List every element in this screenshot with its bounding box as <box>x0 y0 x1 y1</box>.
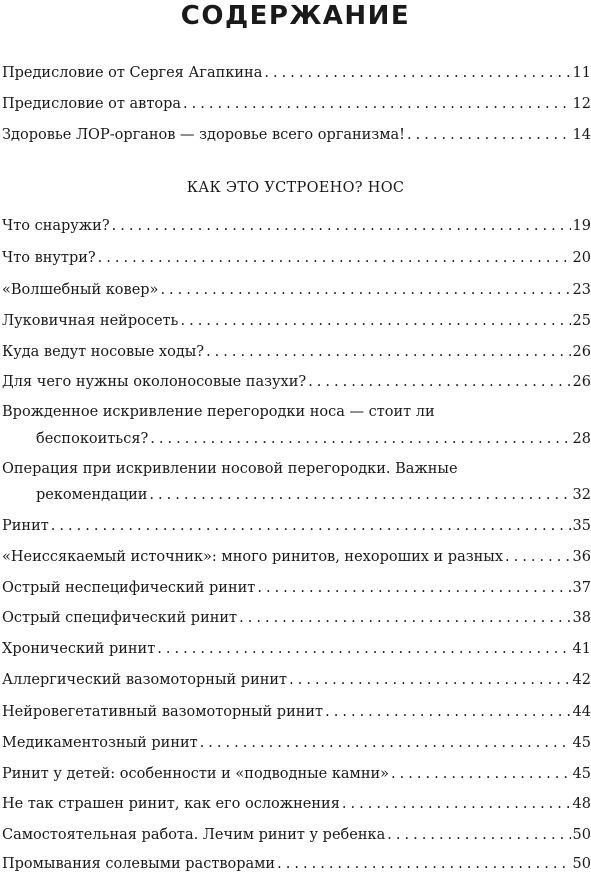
toc-entry-page: 19 <box>572 218 591 234</box>
toc-entry[interactable] <box>2 793 591 815</box>
toc-entry-title: Острый неспецифический ринит <box>2 580 256 596</box>
toc-entry-page: 45 <box>572 766 591 782</box>
dot-leader <box>277 853 570 875</box>
toc-entry-title: Нейровегетативный вазомоторный ринит <box>2 704 324 720</box>
toc-entry[interactable] <box>2 607 591 629</box>
toc-entry-title-line1[interactable]: Врожденное искривление перегородки носа — стоит ли <box>2 404 435 420</box>
toc-entry-title: Предисловие от автора <box>2 96 182 112</box>
toc-entry-title: «Неиссякаемый источник»: много ринитов, нехороших и разных <box>2 549 504 565</box>
dot-leader <box>160 279 570 301</box>
toc-entry-title: Острый специфический ринит <box>2 610 238 626</box>
toc-entry[interactable] <box>2 247 591 269</box>
dot-leader <box>387 824 570 846</box>
toc-entry-title-line1[interactable]: Операция при искривлении носовой перегородки. Важные <box>2 461 458 477</box>
dot-leader <box>289 669 570 691</box>
dot-leader <box>407 124 571 146</box>
toc-entry[interactable] <box>2 371 591 393</box>
toc-entry[interactable] <box>2 124 591 146</box>
toc-entry-title: рекомендации <box>36 487 148 503</box>
toc-entry-page: 38 <box>572 610 591 626</box>
toc-entry-title: Здоровье ЛОР-органов — здоровье всего организма! <box>2 127 405 143</box>
toc-entry-page: 42 <box>572 672 591 688</box>
toc-entry-title: Куда ведут носовые ходы? <box>2 344 205 360</box>
dot-leader <box>342 793 571 815</box>
dot-leader <box>180 310 570 332</box>
toc-entry-page: 11 <box>572 65 591 81</box>
toc-entry[interactable] <box>2 546 591 568</box>
toc-entry[interactable] <box>2 732 591 754</box>
dot-leader <box>150 428 570 450</box>
toc-entry-page: 44 <box>572 704 591 720</box>
toc-entry-title: Промывания солевыми растворами <box>2 856 276 872</box>
dot-leader <box>391 763 571 785</box>
dot-leader <box>505 546 571 568</box>
toc-entry-page: 37 <box>572 580 591 596</box>
toc-entry-title: Ринит у детей: особенности и «подводные камни» <box>2 766 390 782</box>
toc-entry[interactable] <box>2 310 591 332</box>
dot-leader <box>308 371 570 393</box>
toc-entry-title: Аллергический вазомоторный ринит <box>2 672 288 688</box>
section-heading: КАК ЭТО УСТРОЕНО? НОС <box>186 180 405 196</box>
toc-entry[interactable] <box>2 515 591 537</box>
toc-entry[interactable] <box>2 824 591 846</box>
toc-entry-page: 26 <box>572 374 591 390</box>
toc-entry[interactable] <box>2 215 591 237</box>
toc-entry[interactable] <box>2 93 591 115</box>
toc-entry-title: Для чего нужны околоносовые пазухи? <box>2 374 307 390</box>
toc-entry-page: 36 <box>572 549 591 565</box>
dot-leader <box>264 62 570 84</box>
toc-entry[interactable] <box>2 577 591 599</box>
dot-leader <box>325 701 570 723</box>
dot-leader <box>112 215 571 237</box>
dot-leader <box>183 93 571 115</box>
dot-leader <box>98 247 571 269</box>
toc-entry-title: Хронический ринит <box>2 641 156 657</box>
toc-entry-page: 12 <box>572 96 591 112</box>
toc-entry-page: 23 <box>572 282 591 298</box>
toc-entry-title: Не так страшен ринит, как его осложнения <box>2 796 340 812</box>
toc-entry-page: 41 <box>572 641 591 657</box>
toc-entry-page: 26 <box>572 344 591 360</box>
toc-entry[interactable] <box>2 638 591 660</box>
toc-entry-title: Ринит <box>2 518 49 534</box>
toc-entry[interactable] <box>2 669 591 691</box>
toc-entry[interactable] <box>2 853 591 875</box>
toc-entry-title: беспокоиться? <box>36 431 149 447</box>
dot-leader <box>149 484 570 506</box>
toc-entry-title: Луковичная нейросеть <box>2 313 179 329</box>
toc-entry-page: 25 <box>572 313 591 329</box>
toc-entry-title: «Волшебный ковер» <box>2 282 159 298</box>
dot-leader <box>51 515 571 537</box>
toc-entry[interactable] <box>2 62 591 84</box>
toc-entry[interactable] <box>36 428 591 450</box>
toc-entry-page: 45 <box>572 735 591 751</box>
toc-entry-page: 35 <box>572 518 591 534</box>
page-title: СОДЕРЖАНИЕ <box>180 1 411 31</box>
toc-entry-page: 50 <box>572 856 591 872</box>
toc-entry[interactable] <box>2 763 591 785</box>
toc-entry-page: 28 <box>572 431 591 447</box>
toc-entry-page: 14 <box>572 127 591 143</box>
toc-entry-title: Предисловие от Сергея Агапкина <box>2 65 263 81</box>
dot-leader <box>239 607 570 629</box>
toc-entry-page: 50 <box>572 827 591 843</box>
toc-entry[interactable] <box>2 279 591 301</box>
toc-entry-title: Что снаружи? <box>2 218 110 234</box>
toc-entry-page: 20 <box>572 250 591 266</box>
dot-leader <box>200 732 571 754</box>
dot-leader <box>157 638 570 660</box>
toc-entry-title: Медикаментозный ринит <box>2 735 198 751</box>
toc-entry-title: Что внутри? <box>2 250 96 266</box>
toc-entry-page: 32 <box>572 487 591 503</box>
dot-leader <box>257 577 570 599</box>
toc-entry-page: 48 <box>572 796 591 812</box>
toc-entry[interactable] <box>36 484 591 506</box>
toc-entry[interactable] <box>2 701 591 723</box>
toc-entry[interactable] <box>2 341 591 363</box>
toc-entry-title: Самостоятельная работа. Лечим ринит у ребенка <box>2 827 386 843</box>
dot-leader <box>206 341 570 363</box>
